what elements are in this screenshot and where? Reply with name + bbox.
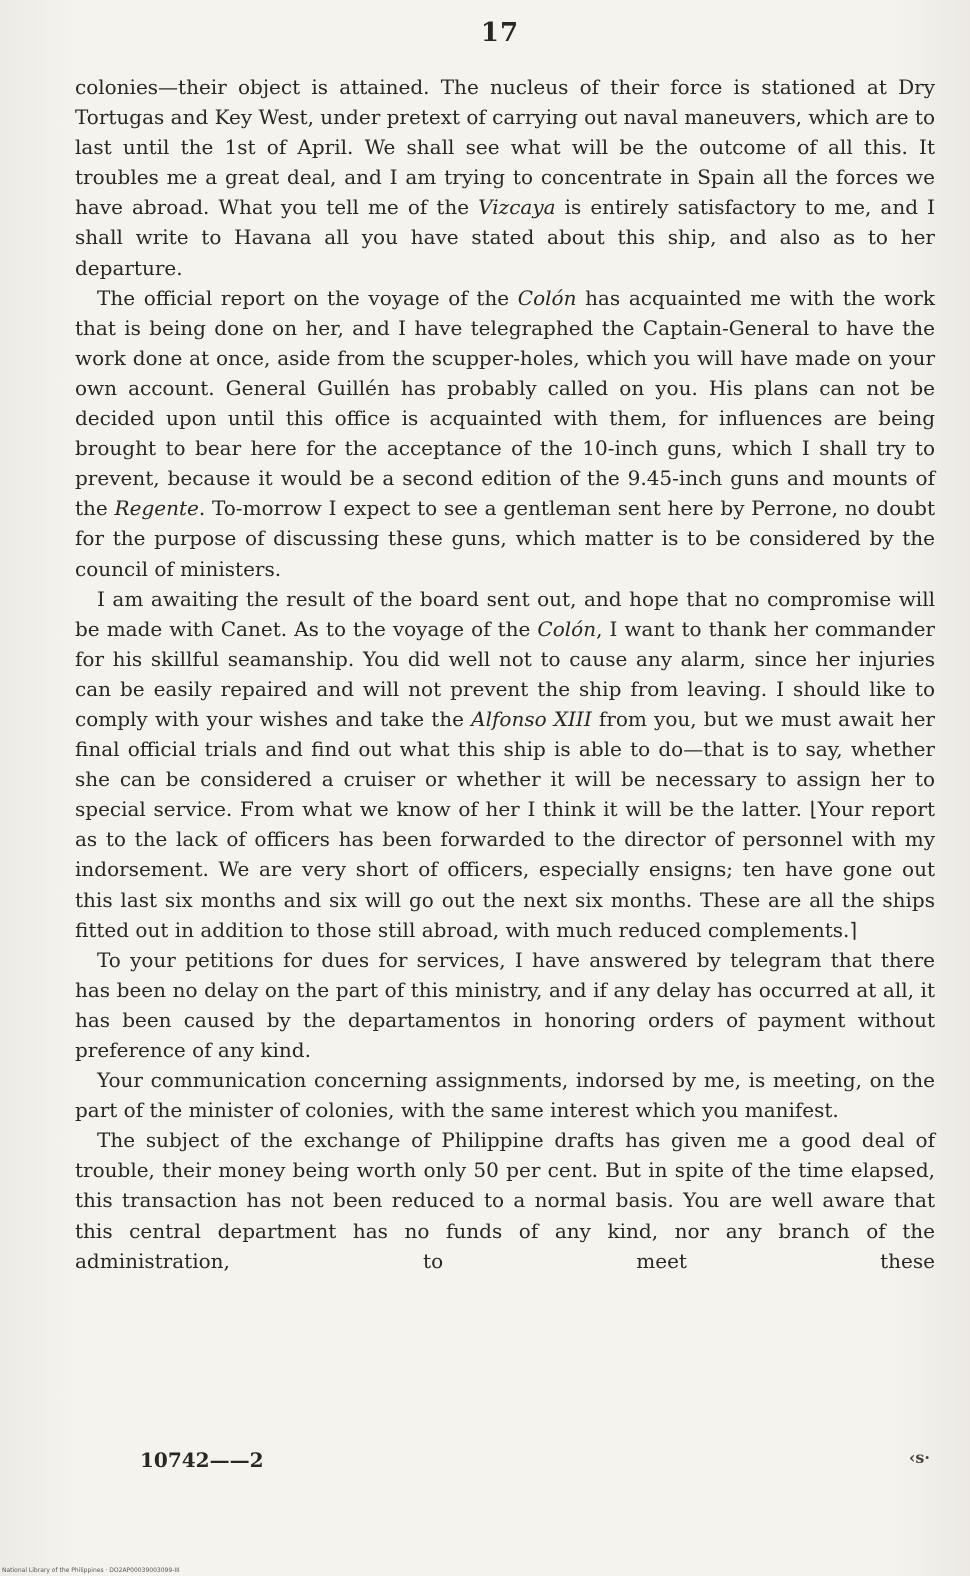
text-run: has acquainted me with the work that is being done on her, and I have telegraphed the Captain-General to have the work done at once, aside from the scupper-holes, which you will have made on your own account. General Guillén has probably called on you. His plans can not be decided upon until this office is acquainted with them, for influences are being brought to bear here for the acceptance of the 10-inch guns, which I shall try to prevent, because it would be a second edition of the 9.45-inch guns and mounts of the	[75, 285, 935, 521]
page-footer	[140, 1448, 930, 1472]
italic-ship-name: Vizcaya	[478, 195, 556, 220]
text-run: The official report on the voyage of the	[97, 285, 518, 310]
italic-ship-name: Colón	[517, 285, 577, 310]
footer-mark: ‹s·	[909, 1448, 930, 1467]
paragraph-5	[75, 1065, 935, 1125]
text-run: , I want to thank her commander for his skillful seamanship. You did well not to cause any alarm, since her injuries can be easily repaired and will not prevent the ship from leaving. I should like to comply with your wishes and take the	[75, 616, 935, 731]
text-run: I am awaiting the result of the board sent out, and hope that no compromise will be made with Canet. As to the voyage of the	[75, 586, 935, 641]
body-text	[75, 72, 935, 1276]
text-run: The subject of the exchange of Philippine drafts has given me a good deal of trouble, their money being worth only 50 per cent. But in spite of the time elapsed, this transaction has not been reduced to a normal basis. You are well aware that this central department has no funds of any kind, nor any branch of the administration, to meet these	[75, 1128, 935, 1273]
text-run: Your report as to the lack of officers has been forwarded to the director of personnel with my indorsement. We are very short of officers, especially ensigns; ten have gone out this last six months and six will go out the next six months. These are all the ships fitted out in addition to those still abroad, with much reduced complements.	[75, 797, 935, 942]
text-run: from you, but we must await her final official trials and find out what this ship is able to do—that is to say, whether she can be considered a cruiser or whether it will be necessary to assign her to special service. From what we know of her I think it will be the latter.	[75, 706, 935, 822]
italic-ship-name: Colón	[537, 616, 597, 641]
paragraph-4	[75, 945, 935, 1065]
text-run: Your communication concerning assignments, indorsed by me, is meeting, on the part of the minister of colonies, with the same interest which you manifest.	[75, 1068, 935, 1123]
italic-ship-name: Regente	[114, 496, 199, 521]
library-credit: National Library of the Philippines · DO2AP00039003099-III	[2, 1567, 180, 1574]
text-run: . To-morrow I expect to see a gentleman sent here by Perrone, no doubt for the purpose of discussing these guns, which matter is to be considered by the council of ministers.	[75, 496, 935, 581]
page-number: 17	[480, 18, 520, 48]
text-run: is entirely satisfactory to me, and I shall write to Havana all you have stated about this ship, and also as to her departure.	[75, 195, 936, 280]
margin-bracket: ⌊	[809, 797, 818, 822]
paragraph-1	[75, 72, 935, 283]
text-run: To your petitions for dues for services, I have answered by telegram that there has been no delay on the part of this ministry, and if any delay has occurred at all, it has been caused by the departamentos in honoring orders of payment without preference of any kind.	[75, 947, 935, 1062]
margin-bracket: ⌉	[849, 917, 858, 942]
text-run: colonies—their object is attained. The nucleus of their force is stationed at Dry Tortugas and Key West, under pretext of carrying out naval maneuvers, which are to last until the 1st of April. We shall see what will be the outcome of all this. It troubles me a great deal, and I am trying to concentrate in Spain all the forces we have abroad. What you tell me of the	[75, 75, 935, 220]
paragraph-3	[75, 584, 935, 945]
italic-ship-name: Alfonso XIII	[471, 706, 592, 731]
paragraph-6	[75, 1125, 935, 1275]
signature-mark: 10742——2	[140, 1448, 264, 1472]
paragraph-2	[75, 283, 935, 584]
